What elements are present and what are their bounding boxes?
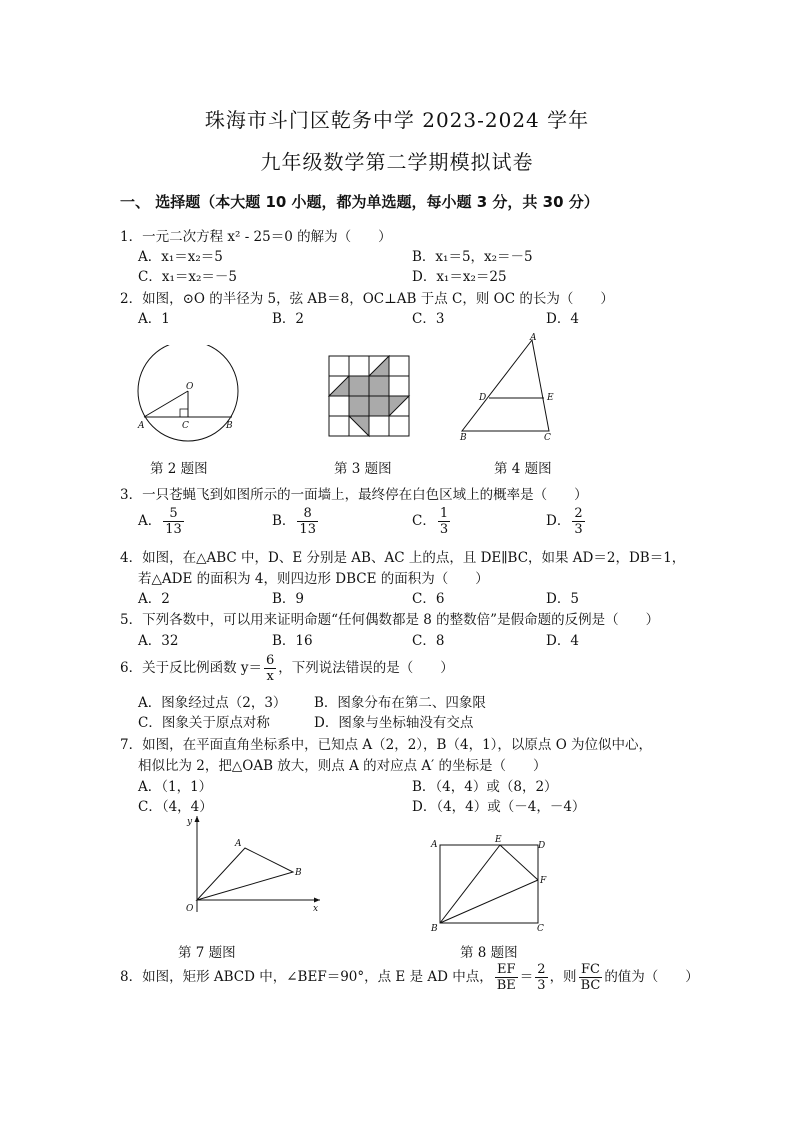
figure-q8-rectangle bbox=[424, 830, 554, 938]
fig2-label-o: O bbox=[186, 382, 194, 392]
q6-option-b: B．图象分布在第二、四象限 bbox=[314, 695, 486, 711]
fig4-label-c: C bbox=[544, 433, 551, 443]
q3-stem: 3．一只苍蝇飞到如图所示的一面墙上，最终停在白色区域上的概率是（ ） bbox=[120, 487, 588, 503]
fig7-label-y: y bbox=[187, 817, 193, 827]
fig4-label-a: A bbox=[530, 333, 537, 343]
figure-q4-triangle bbox=[456, 330, 566, 446]
q4-option-b: B．9 bbox=[272, 591, 305, 607]
q1-option-b: B．x₁＝5，x₂＝－5 bbox=[412, 249, 533, 265]
q4-option-d: D．5 bbox=[546, 591, 579, 607]
fig2-label-b: B bbox=[226, 421, 233, 431]
q5-option-b: B．16 bbox=[272, 633, 313, 649]
fig8-label-a: A bbox=[431, 840, 438, 850]
q2-option-a: A．1 bbox=[138, 311, 170, 327]
figure-q7-coordinates bbox=[175, 812, 325, 918]
q7-stem-line1: 7．如图，在平面直角坐标系中，已知点 A（2，2），B（4，1），以原点 O 为位似中心， bbox=[120, 737, 653, 753]
fig8-label-b: B bbox=[431, 924, 438, 934]
section-heading: 一、 选择题（本大题 10 小题，都为单选题，每小题 3 分，共 30 分） bbox=[120, 193, 599, 211]
fig2-label-a: A bbox=[138, 421, 145, 431]
q6-option-c: C．图象关于原点对称 bbox=[138, 715, 270, 731]
fig4-label-b: B bbox=[460, 433, 467, 443]
q7-stem-line2: 相似比为 2，把△OAB 放大，则点 A 的对应点 A′ 的坐标是（ ） bbox=[138, 758, 547, 774]
q2-option-d: D．4 bbox=[546, 311, 579, 327]
q3-option-d: D． $\frac{2}{3}$ bbox=[546, 506, 583, 537]
exam-title-line1: 珠海市斗门区乾务中学 2023-2024 学年 bbox=[204, 108, 590, 132]
fig7-label-a: A bbox=[235, 839, 242, 849]
fig7-label-x: x bbox=[313, 904, 319, 914]
q7-option-d: D．（4，4）或（－4，－4） bbox=[412, 799, 586, 815]
q1-option-d: D．x₁＝x₂＝25 bbox=[412, 269, 507, 285]
q8-stem: 8．如图，矩形 ABCD 中，∠BEF＝90°，点 E 是 AD 中点， $\frac{EF}{BE}$ ＝ $\frac{2}{3}$ ，则 $\frac{FC}{BC}$ 的值为（ ） bbox=[120, 962, 699, 993]
figure-caption-q3: 第 3 题图 bbox=[334, 461, 392, 477]
q4-option-a: A．2 bbox=[138, 591, 170, 607]
q5-option-a: A．32 bbox=[138, 633, 179, 649]
q3-option-c: C． $\frac{1}{3}$ bbox=[412, 506, 449, 537]
figure-caption-q2: 第 2 题图 bbox=[150, 461, 208, 477]
q7-option-b: B．（4，4）或（8，2） bbox=[412, 779, 558, 795]
q5-stem: 5．下列各数中，可以用来证明命题“任何偶数都是 8 的整数倍”是假命题的反例是（ ） bbox=[120, 612, 660, 628]
q2-option-b: B．2 bbox=[272, 311, 305, 327]
fig8-label-e: E bbox=[495, 835, 502, 845]
q4-stem-line1: 4．如图，在△ABC 中，D、E 分别是 AB、AC 上的点，且 DE∥BC，如果 AD＝2，DB＝1， bbox=[120, 550, 686, 566]
q3-option-a: A． $\frac{5}{13}$ bbox=[138, 506, 182, 537]
figure-caption-q7: 第 7 题图 bbox=[178, 945, 236, 961]
fig4-label-d: D bbox=[479, 393, 487, 403]
q2-stem: 2．如图，⊙O 的半径为 5，弦 AB＝8，OC⊥AB 于点 C，则 OC 的长为（ ） bbox=[120, 291, 614, 307]
fig7-label-b: B bbox=[295, 868, 302, 878]
fig2-label-c: C bbox=[182, 421, 189, 431]
figure-caption-q4: 第 4 题图 bbox=[494, 461, 552, 477]
figure-q2-circle bbox=[130, 345, 250, 445]
figure-q3-grid bbox=[328, 355, 412, 439]
q7-option-c: C．（4，4） bbox=[138, 799, 213, 815]
q7-option-a: A．（1，1） bbox=[138, 779, 213, 795]
fig8-label-c: C bbox=[537, 924, 544, 934]
q1-stem: 1．一元二次方程 x² - 25＝0 的解为（ ） bbox=[120, 229, 392, 245]
q4-option-c: C．6 bbox=[412, 591, 445, 607]
fig7-label-o: O bbox=[186, 904, 194, 914]
q6-stem: 6．关于反比例函数 y＝ $\frac{6}{x}$ ，下列说法错误的是（ ） bbox=[120, 653, 454, 684]
q2-option-c: C．3 bbox=[412, 311, 445, 327]
figure-caption-q8: 第 8 题图 bbox=[460, 945, 518, 961]
q3-option-b: B． $\frac{8}{13}$ bbox=[272, 506, 316, 537]
fig4-label-e: E bbox=[547, 393, 554, 403]
q1-option-a: A．x₁＝x₂＝5 bbox=[138, 249, 223, 265]
fig8-label-f: F bbox=[540, 876, 547, 886]
q6-option-d: D．图象与坐标轴没有交点 bbox=[314, 715, 474, 731]
q5-option-d: D．4 bbox=[546, 633, 579, 649]
fig8-label-d: D bbox=[538, 841, 546, 851]
q6-option-a: A．图象经过点（2，3） bbox=[138, 695, 287, 711]
q1-option-c: C．x₁＝x₂＝－5 bbox=[138, 269, 237, 285]
q4-stem-line2: 若△ADE 的面积为 4，则四边形 DBCE 的面积为（ ） bbox=[138, 571, 489, 587]
exam-title-line2: 九年级数学第二学期模拟试卷 bbox=[260, 150, 534, 174]
q5-option-c: C．8 bbox=[412, 633, 445, 649]
